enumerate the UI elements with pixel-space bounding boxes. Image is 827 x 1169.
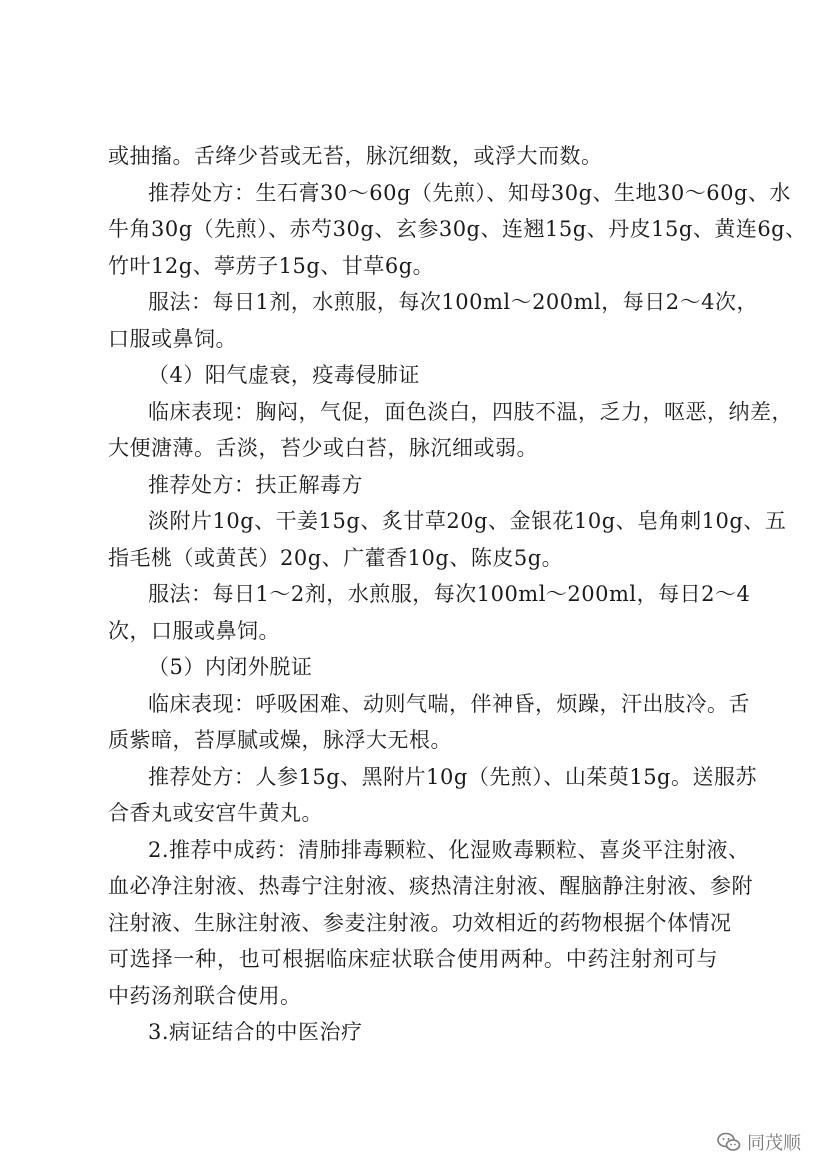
- text-line: 质紫暗，苔厚腻或燥，脉浮大无根。: [108, 728, 452, 752]
- text-line: 或抽搐。舌绛少苔或无苔，脉沉细数，或浮大而数。: [108, 144, 603, 168]
- text-line: 中药汤剂联合使用。: [108, 983, 302, 1008]
- text-line: 次，口服或鼻饲。: [108, 618, 280, 643]
- watermark: [717, 1129, 801, 1155]
- text-line: 推荐处方：生石膏30～60g（先煎）、知母30g、生地30～60g、水: [148, 180, 791, 205]
- text-line: 2.推荐中成药：清肺排毒颗粒、化湿败毒颗粒、喜炎平注射液、: [148, 837, 750, 862]
- text-line: 牛角30g（先煎）、赤芍30g、玄参30g、连翘15g、丹皮15g、黄连6g、: [108, 217, 807, 241]
- text-line: 血必净注射液、热毒宁注射液、痰热清注射液、醒脑静注射液、参附: [108, 874, 753, 898]
- text-line: 淡附片10g、干姜15g、炙甘草20g、金银花10g、皂角刺10g、五: [148, 509, 787, 533]
- wechat-icon: [717, 1132, 741, 1152]
- text-line: 服法：每日1剂，水煎服，每次100ml～200ml，每日2～4次，: [148, 290, 759, 314]
- text-line: 服法：每日1～2剂，水煎服，每次100ml～200ml，每日2～4: [148, 582, 751, 606]
- text-line: 推荐处方：人参15g、黑附片10g（先煎）、山茱萸15g。送服苏: [148, 764, 757, 789]
- text-line: 推荐处方：扶正解毒方: [148, 472, 363, 497]
- text-line: （5）内闭外脱证: [148, 655, 313, 679]
- text-line: 临床表现：呼吸困难、动则气喘，伴神昏，烦躁，汗出肢冷。舌: [148, 691, 750, 716]
- text-line: 指毛桃（或黄芪）20g、广藿香10g、陈皮5g。: [108, 545, 564, 570]
- document-body: [108, 138, 807, 1051]
- text-line: 注射液、生脉注射液、参麦注射液。功效相近的药物根据个体情况: [108, 910, 732, 935]
- text-line: 可选择一种，也可根据临床症状联合使用两种。中药注射剂可与: [108, 947, 718, 971]
- text-line: 合香丸或安宫牛黄丸。: [108, 801, 323, 825]
- text-line: 口服或鼻饲。: [108, 326, 237, 351]
- text-line: 3.病证结合的中医治疗: [148, 1020, 363, 1044]
- text-line: （4）阳气虚衰，疫毒侵肺证: [148, 363, 420, 387]
- watermark-label: 同茂顺: [747, 1133, 801, 1154]
- text-line: 临床表现：胸闷，气促，面色淡白，四肢不温，乏力，呕恶，纳差，: [148, 399, 793, 424]
- text-line: 竹叶12g、葶苈子15g、甘草6g。: [108, 253, 435, 278]
- text-line: 大便溏薄。舌淡，苔少或白苔，脉沉细或弱。: [108, 436, 538, 460]
